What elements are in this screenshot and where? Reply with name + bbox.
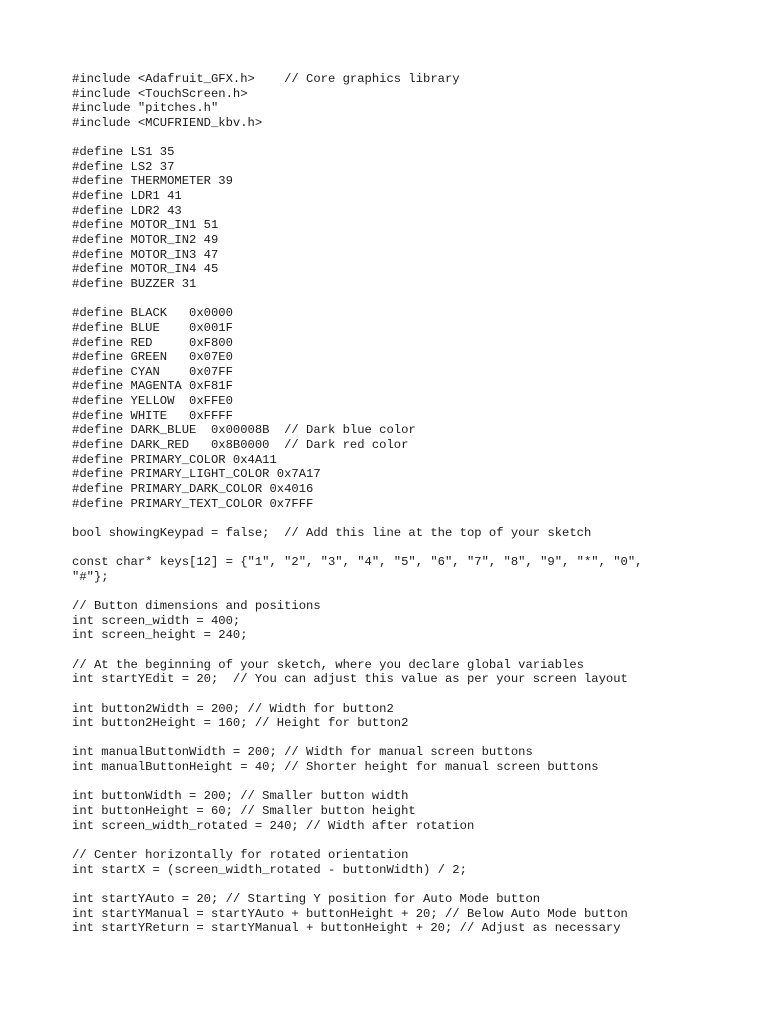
code-line: #define MOTOR_IN4 45 <box>72 262 219 277</box>
code-line <box>72 131 752 146</box>
code-line: // Button dimensions and positions <box>72 599 321 614</box>
code-line: // At the beginning of your sketch, where you declare global variables <box>72 657 584 672</box>
code-line: int startYEdit = 20; // You can adjust this value as per your screen layout <box>72 672 628 687</box>
code-line: int button2Width = 200; // Width for button2 <box>72 701 394 716</box>
code-line: "#"}; <box>72 569 109 584</box>
code-line <box>72 833 752 848</box>
code-line <box>72 731 752 746</box>
code-line: #define BLACK 0x0000 <box>72 306 233 321</box>
code-line: // Center horizontally for rotated orientation <box>72 847 409 862</box>
code-line: #define GREEN 0x07E0 <box>72 350 233 365</box>
code-block <box>72 72 752 936</box>
code-line: #define LDR1 41 <box>72 189 182 204</box>
code-line: int startX = (screen_width_rotated - buttonWidth) / 2; <box>72 862 467 877</box>
code-line: #define RED 0xF800 <box>72 335 233 350</box>
code-line: int button2Height = 160; // Height for button2 <box>72 716 409 731</box>
code-line: #define YELLOW 0xFFE0 <box>72 394 233 409</box>
code-line: #define CYAN 0x07FF <box>72 364 233 379</box>
code-line: bool showingKeypad = false; // Add this line at the top of your sketch <box>72 525 592 540</box>
code-line: #define LDR2 43 <box>72 203 182 218</box>
code-line: #define PRIMARY_DARK_COLOR 0x4016 <box>72 481 314 496</box>
code-line <box>72 643 752 658</box>
code-line <box>72 775 752 790</box>
code-line: #define DARK_BLUE 0x00008B // Dark blue color <box>72 423 416 438</box>
code-line: #define PRIMARY_COLOR 0x4A11 <box>72 452 277 467</box>
code-line: #include <Adafruit_GFX.h> // Core graphics library <box>72 72 460 86</box>
code-line: #define LS2 37 <box>72 159 175 174</box>
code-line: #include <TouchScreen.h> <box>72 86 248 101</box>
code-line: #define BLUE 0x001F <box>72 320 233 335</box>
code-line <box>72 877 752 892</box>
code-line: int screen_width = 400; <box>72 613 241 628</box>
code-line: #define THERMOMETER 39 <box>72 174 233 189</box>
code-line: #define PRIMARY_LIGHT_COLOR 0x7A17 <box>72 467 321 482</box>
code-line: const char* keys[12] = {"1", "2", "3", "4", "5", "6", "7", "8", "9", "*", "0", <box>72 555 643 570</box>
code-line <box>72 687 752 702</box>
code-line: #define PRIMARY_TEXT_COLOR 0x7FFF <box>72 496 314 511</box>
code-line: #define LS1 35 <box>72 145 175 160</box>
code-line: #include <MCUFRIEND_kbv.h> <box>72 115 263 130</box>
code-line: #define WHITE 0xFFFF <box>72 408 233 423</box>
code-line: int screen_height = 240; <box>72 628 248 643</box>
code-line: int buttonWidth = 200; // Smaller button width <box>72 789 409 804</box>
code-line: int startYManual = startYAuto + buttonHeight + 20; // Below Auto Mode button <box>72 906 628 921</box>
code-line: #define MOTOR_IN1 51 <box>72 218 219 233</box>
code-line <box>72 541 752 556</box>
code-line: #define MOTOR_IN3 47 <box>72 247 219 262</box>
code-line: #define MAGENTA 0xF81F <box>72 379 233 394</box>
code-line: #include "pitches.h" <box>72 101 219 116</box>
code-line: #define DARK_RED 0x8B0000 // Dark red color <box>72 438 409 453</box>
code-line: int screen_width_rotated = 240; // Width after rotation <box>72 818 475 833</box>
code-line <box>72 292 752 307</box>
code-line: int manualButtonWidth = 200; // Width for manual screen buttons <box>72 745 533 760</box>
code-line <box>72 584 752 599</box>
code-line <box>72 511 752 526</box>
code-line: int startYReturn = startYManual + buttonHeight + 20; // Adjust as necessary <box>72 921 621 936</box>
code-line: int startYAuto = 20; // Starting Y position for Auto Mode button <box>72 891 541 906</box>
code-line: int manualButtonHeight = 40; // Shorter height for manual screen buttons <box>72 760 599 775</box>
code-line: #define BUZZER 31 <box>72 276 197 291</box>
code-line: #define MOTOR_IN2 49 <box>72 233 219 248</box>
code-line: int buttonHeight = 60; // Smaller button height <box>72 804 416 819</box>
